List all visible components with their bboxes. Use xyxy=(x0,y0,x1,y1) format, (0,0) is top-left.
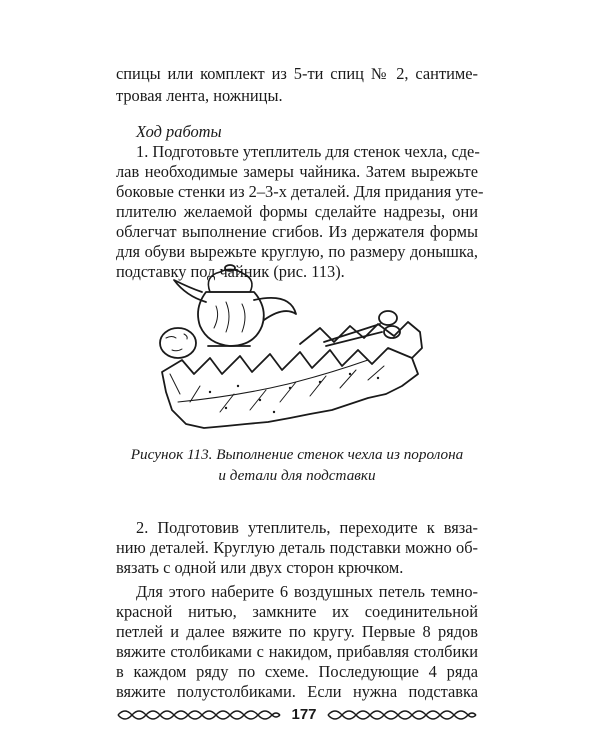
intro-line-1: спицы или комплект из 5-ти спиц № 2, сантиме- xyxy=(116,64,478,83)
paragraph2-line-1: 2. Подготовив утеплитель, переходите к вяза- xyxy=(136,518,478,537)
paragraph1-line-2: лав необходимые замеры чайника. Затем вырежьте xyxy=(116,162,478,181)
paragraph3-line-5: в каждом ряду по схеме. Последующие 4 ряда xyxy=(116,662,478,681)
paragraph1-line-1: 1. Подготовьте утеплитель для стенок чехла, сде- xyxy=(136,142,480,161)
paragraph3-line-3: петлей и далее вяжите по кругу. Первые 8 рядов xyxy=(116,622,478,641)
paragraph2-line-3: вязать с одной или двух сторон крючком. xyxy=(116,558,404,577)
footer-ornament-right-icon xyxy=(326,704,478,726)
paragraph3-line-1: Для этого наберите 6 воздушных петель темно- xyxy=(136,582,478,601)
paragraph3-line-4: вяжите столбиками с накидом, прибавляя столбики xyxy=(116,642,478,661)
page-number: 177 xyxy=(291,706,317,723)
intro-line-2: тровая лента, ножницы. xyxy=(116,86,283,105)
page-footer xyxy=(116,704,478,728)
figure-caption-line-2: и детали для подставки xyxy=(218,467,376,484)
paragraph2-line-2: нию деталей. Круглую деталь подставки можно об- xyxy=(116,538,478,557)
footer-ornament-left-icon xyxy=(116,704,282,726)
paragraph1-line-4: плителю желаемой формы сделайте надрезы, они xyxy=(116,202,478,221)
round-base-piece xyxy=(160,328,196,358)
section-heading: Ход работы xyxy=(136,122,222,141)
paragraph3-line-2: красной нитью, замкните их соединительной xyxy=(116,602,478,621)
figure-caption-line-1: Рисунок 113. Выполнение стенок чехла из поролона xyxy=(130,446,464,463)
paragraph1-line-7: подставку под чайник (рис. 113). xyxy=(116,262,345,281)
paragraph3-line-6: вяжите полустолбиками. Если нужна подставка xyxy=(116,682,478,701)
paragraph1-line-5: облегчат выполнение сгибов. Из держателя формы xyxy=(116,222,478,241)
paragraph1-line-6: для обуви вырежьте круглую, по размеру донышка, xyxy=(116,242,478,261)
paragraph1-line-3: боковые стенки из 2–3-х деталей. Для придания уте- xyxy=(116,182,484,201)
figure-teapot-illustration xyxy=(150,262,440,440)
